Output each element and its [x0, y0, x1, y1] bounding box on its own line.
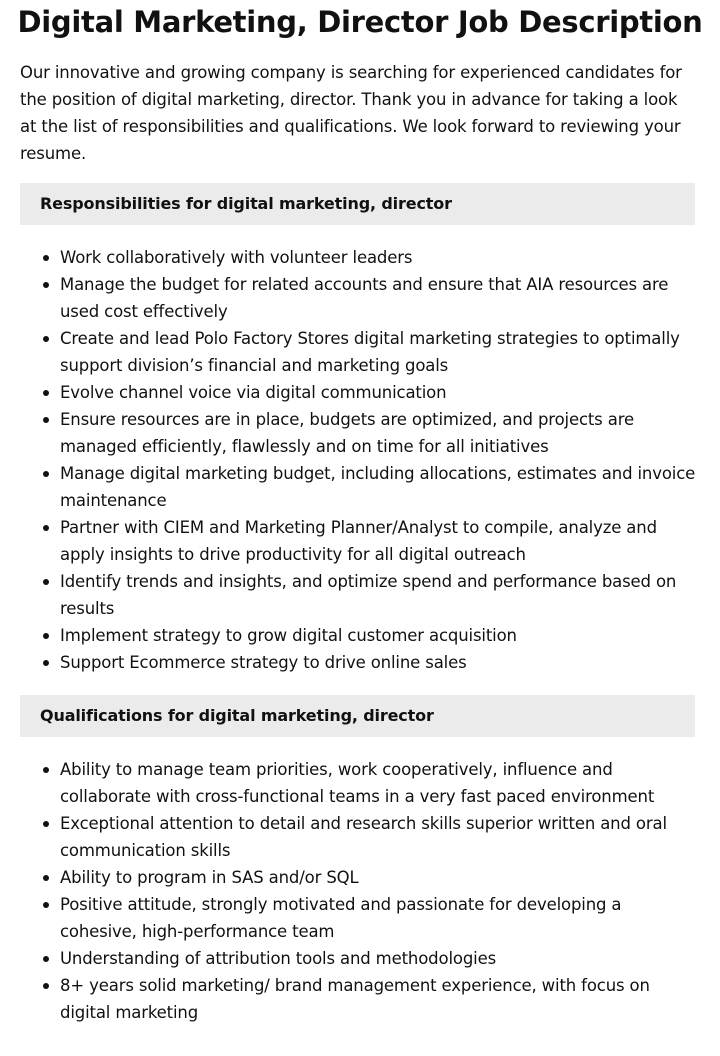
qualification-item: 8+ years solid marketing/ brand management experience, with focus on digital marketing	[60, 972, 700, 1026]
qualification-item: Ability to program in SAS and/or SQL	[60, 864, 700, 891]
intro-paragraph: Our innovative and growing company is searching for experienced candidates for the position of digital marketing, director. Thank you in advance for taking a look at the list of responsibilities and qualifications. We look forward to reviewing your resume.	[20, 63, 682, 163]
qualification-item: Exceptional attention to detail and research skills superior written and oral communication skills	[60, 810, 700, 864]
responsibility-item: Evolve channel voice via digital communication	[60, 379, 700, 406]
qualification-item: Understanding of attribution tools and methodologies	[60, 945, 700, 972]
responsibilities-heading: Responsibilities for digital marketing, director	[20, 183, 695, 225]
responsibility-item: Support Ecommerce strategy to drive online sales	[60, 649, 700, 676]
responsibility-item: Manage digital marketing budget, including allocations, estimates and invoice maintenance	[60, 460, 700, 514]
responsibility-item: Ensure resources are in place, budgets are optimized, and projects are managed efficiently, flawlessly and on time for all initiatives	[60, 406, 700, 460]
qualifications-list	[20, 756, 700, 1026]
responsibility-item: Implement strategy to grow digital customer acquisition	[60, 622, 700, 649]
responsibility-item: Create and lead Polo Factory Stores digital marketing strategies to optimally support division’s financial and marketing goals	[60, 325, 700, 379]
qualifications-heading: Qualifications for digital marketing, director	[20, 695, 695, 737]
responsibilities-list	[20, 244, 700, 676]
qualification-item: Ability to manage team priorities, work cooperatively, influence and collaborate with cross-functional teams in a very fast paced environment	[60, 756, 700, 810]
responsibility-item: Identify trends and insights, and optimize spend and performance based on results	[60, 568, 700, 622]
responsibility-item: Work collaboratively with volunteer leaders	[60, 244, 700, 271]
responsibility-item: Partner with CIEM and Marketing Planner/Analyst to compile, analyze and apply insights to drive productivity for all digital outreach	[60, 514, 700, 568]
responsibility-item: Manage the budget for related accounts and ensure that AIA resources are used cost effectively	[60, 271, 700, 325]
page-title: Digital Marketing, Director Job Description	[17, 5, 703, 39]
qualification-item: Positive attitude, strongly motivated and passionate for developing a cohesive, high-performance team	[60, 891, 700, 945]
